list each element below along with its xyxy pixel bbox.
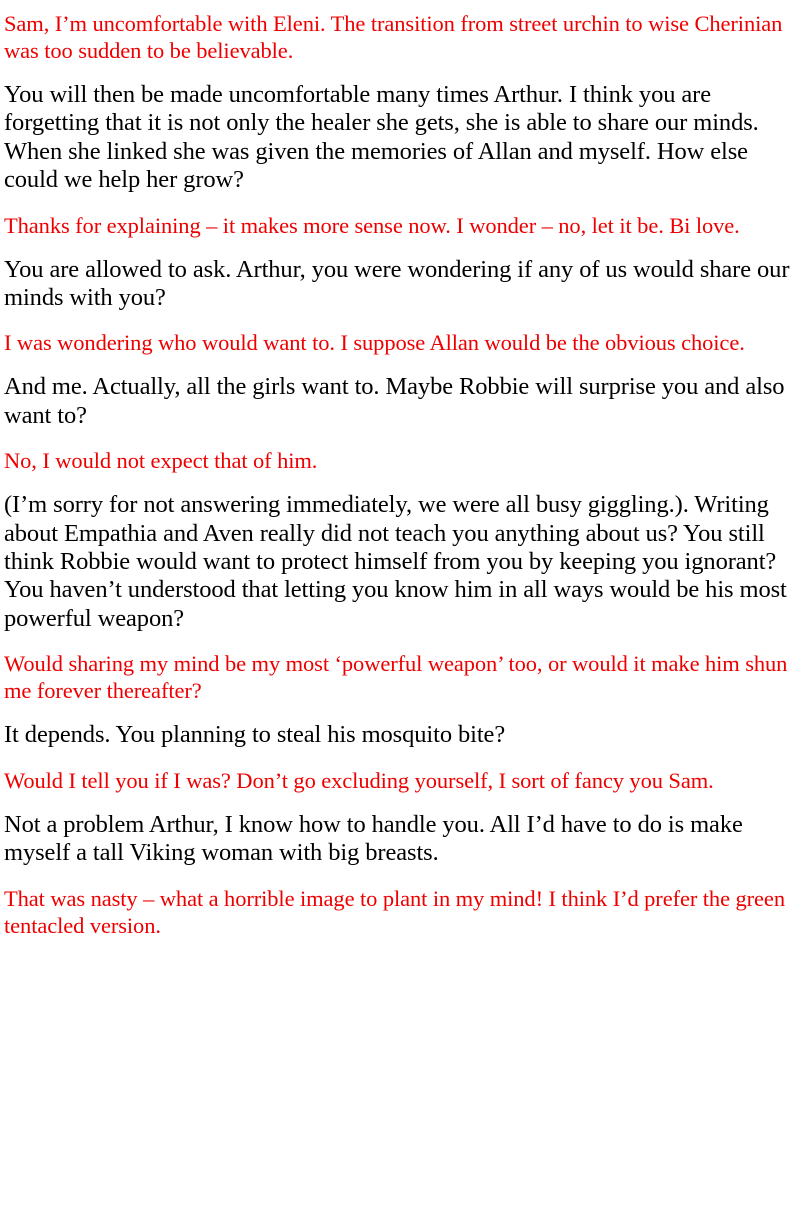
dialogue-paragraph-10: It depends. You planning to steal his mosquito bite? [4,721,506,749]
dialogue-paragraph-12: Not a problem Arthur, I know how to handle you. All I’d have to do is make myself a tall Viking woman with big breasts. [4,810,743,867]
dialogue-paragraph-8: (I’m sorry for not answering immediately, we were all busy giggling.). Writing about Empathia and Aven really did not teach you anything about us? You still think Robbie would want to protect himself from you by keeping you ignorant? You haven’t understood that letting you know him in all ways would be his most powerful weapon? [4,491,787,632]
dialogue-paragraph-9: Would sharing my mind be my most ‘powerful weapon’ too, or would it make him shun me forever thereafter? [4,651,788,704]
dialogue-paragraph-2: You will then be made uncomfortable many times Arthur. I think you are forgetting that it is not only the healer she gets, she is able to share our minds. When she linked she was given the memories of Allan and myself. How else could we help her grow? [4,81,759,194]
dialogue-paragraph-6: And me. Actually, all the girls want to. Maybe Robbie will surprise you and also want to? [4,373,785,429]
dialogue-paragraph-3: Thanks for explaining – it makes more sense now. I wonder – no, let it be. Bi love. [4,212,740,238]
dialogue-paragraph-5: I was wondering who would want to. I suppose Allan would be the obvious choice. [4,330,745,356]
dialogue-paragraph-1: Sam, I’m uncomfortable with Eleni. The transition from street urchin to wise Cherinian was too sudden to be believable. [4,11,783,63]
dialogue-paragraph-7: No, I would not expect that of him. [4,448,318,474]
dialogue-paragraph-13: That was nasty – what a horrible image to plant in my mind! I think I’d prefer the green tentacled version. [4,885,785,938]
dialogue-paragraph-11: Would I tell you if I was? Don’t go excluding yourself, I sort of fancy you Sam. [4,767,714,793]
dialogue-paragraph-4: You are allowed to ask. Arthur, you were wondering if any of us would share our minds with you? [4,255,790,312]
